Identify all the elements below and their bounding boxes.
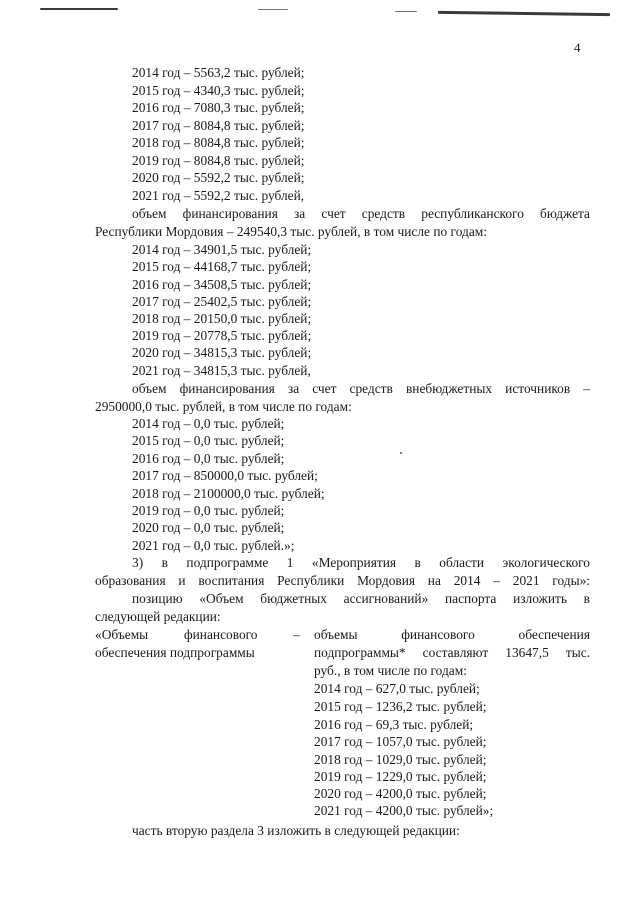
- list-item: 2020 год – 4200,0 тыс. рублей;: [314, 786, 487, 801]
- paragraph-line: 3) в подпрограмме 1 «Мероприятия в области экологического: [132, 555, 590, 570]
- list-item: 2020 год – 0,0 тыс. рублей;: [132, 520, 285, 535]
- list-item: 2019 год – 0,0 тыс. рублей;: [132, 503, 285, 518]
- page-number: 4: [574, 40, 581, 55]
- list-item: 2014 год – 5563,2 тыс. рублей;: [132, 65, 305, 80]
- scan-speck: [400, 452, 402, 454]
- list-item: 2016 год – 0,0 тыс. рублей;: [132, 451, 285, 466]
- list-item: 2021 год – 0,0 тыс. рублей.»;: [132, 538, 295, 553]
- list-item: 2018 год – 2100000,0 тыс. рублей;: [132, 486, 325, 501]
- paragraph-line: позицию «Объем бюджетных ассигнований» паспорта изложить в: [132, 591, 590, 606]
- paragraph-line: объем финансирования за счет средств республиканского бюджета: [132, 206, 590, 221]
- list-item: 2018 год – 1029,0 тыс. рублей;: [314, 752, 487, 767]
- list-item: 2014 год – 0,0 тыс. рублей;: [132, 416, 285, 431]
- list-item: 2021 год – 34815,3 тыс. рублей,: [132, 363, 311, 378]
- table-left-cell-line: обеспечения подпрограммы: [95, 645, 255, 660]
- list-item: 2020 год – 5592,2 тыс. рублей;: [132, 170, 305, 185]
- list-item: 2021 год – 5592,2 тыс. рублей,: [132, 188, 305, 203]
- list-item: 2017 год – 1057,0 тыс. рублей;: [314, 734, 487, 749]
- list-item: 2015 год – 4340,3 тыс. рублей;: [132, 83, 305, 98]
- list-item: 2016 год – 7080,3 тыс. рублей;: [132, 100, 305, 115]
- list-item: 2016 год – 69,3 тыс. рублей;: [314, 717, 474, 732]
- list-item: 2016 год – 34508,5 тыс. рублей;: [132, 277, 312, 292]
- paragraph-line: Республики Мордовия – 249540,3 тыс. рублей, в том числе по годам:: [95, 224, 487, 239]
- list-item: 2015 год – 44168,7 тыс. рублей;: [132, 259, 312, 274]
- list-item: 2018 год – 8084,8 тыс. рублей;: [132, 135, 305, 150]
- scan-artifact: [258, 9, 288, 10]
- list-item: 2015 год – 1236,2 тыс. рублей;: [314, 699, 487, 714]
- paragraph-line: образования и воспитания Республики Мордовия на 2014 – 2021 годы»:: [95, 573, 590, 588]
- list-item: 2015 год – 0,0 тыс. рублей;: [132, 433, 285, 448]
- list-item: 2017 год – 8084,8 тыс. рублей;: [132, 118, 305, 133]
- paragraph-line: объем финансирования за счет средств внебюджетных источников –: [132, 381, 590, 396]
- list-item: 2021 год – 4200,0 тыс. рублей»;: [314, 803, 494, 818]
- scan-artifact: [438, 11, 610, 16]
- list-item: 2019 год – 1229,0 тыс. рублей;: [314, 769, 487, 784]
- table-left-cell-line: «Объемы финансового –: [95, 627, 300, 642]
- list-item: 2017 год – 25402,5 тыс. рублей;: [132, 294, 312, 309]
- paragraph-line: часть вторую раздела 3 изложить в следующей редакции:: [132, 823, 460, 838]
- list-item: 2014 год – 627,0 тыс. рублей;: [314, 681, 480, 696]
- table-right-cell-line: руб., в том числе по годам:: [314, 663, 467, 678]
- paragraph-line: 2950000,0 тыс. рублей, в том числе по годам:: [95, 399, 352, 414]
- list-item: 2018 год – 20150,0 тыс. рублей;: [132, 311, 312, 326]
- table-right-cell-line: объемы финансового обеспечения: [314, 627, 590, 642]
- paragraph-line: следующей редакции:: [95, 609, 221, 624]
- list-item: 2019 год – 8084,8 тыс. рублей;: [132, 153, 305, 168]
- scan-artifact: [40, 8, 118, 10]
- list-item: 2014 год – 34901,5 тыс. рублей;: [132, 242, 312, 257]
- scan-artifact: [395, 11, 417, 12]
- list-item: 2019 год – 20778,5 тыс. рублей;: [132, 328, 312, 343]
- table-right-cell-line: подпрограммы* составляют 13647,5 тыс.: [314, 645, 590, 660]
- list-item: 2017 год – 850000,0 тыс. рублей;: [132, 468, 318, 483]
- list-item: 2020 год – 34815,3 тыс. рублей;: [132, 345, 312, 360]
